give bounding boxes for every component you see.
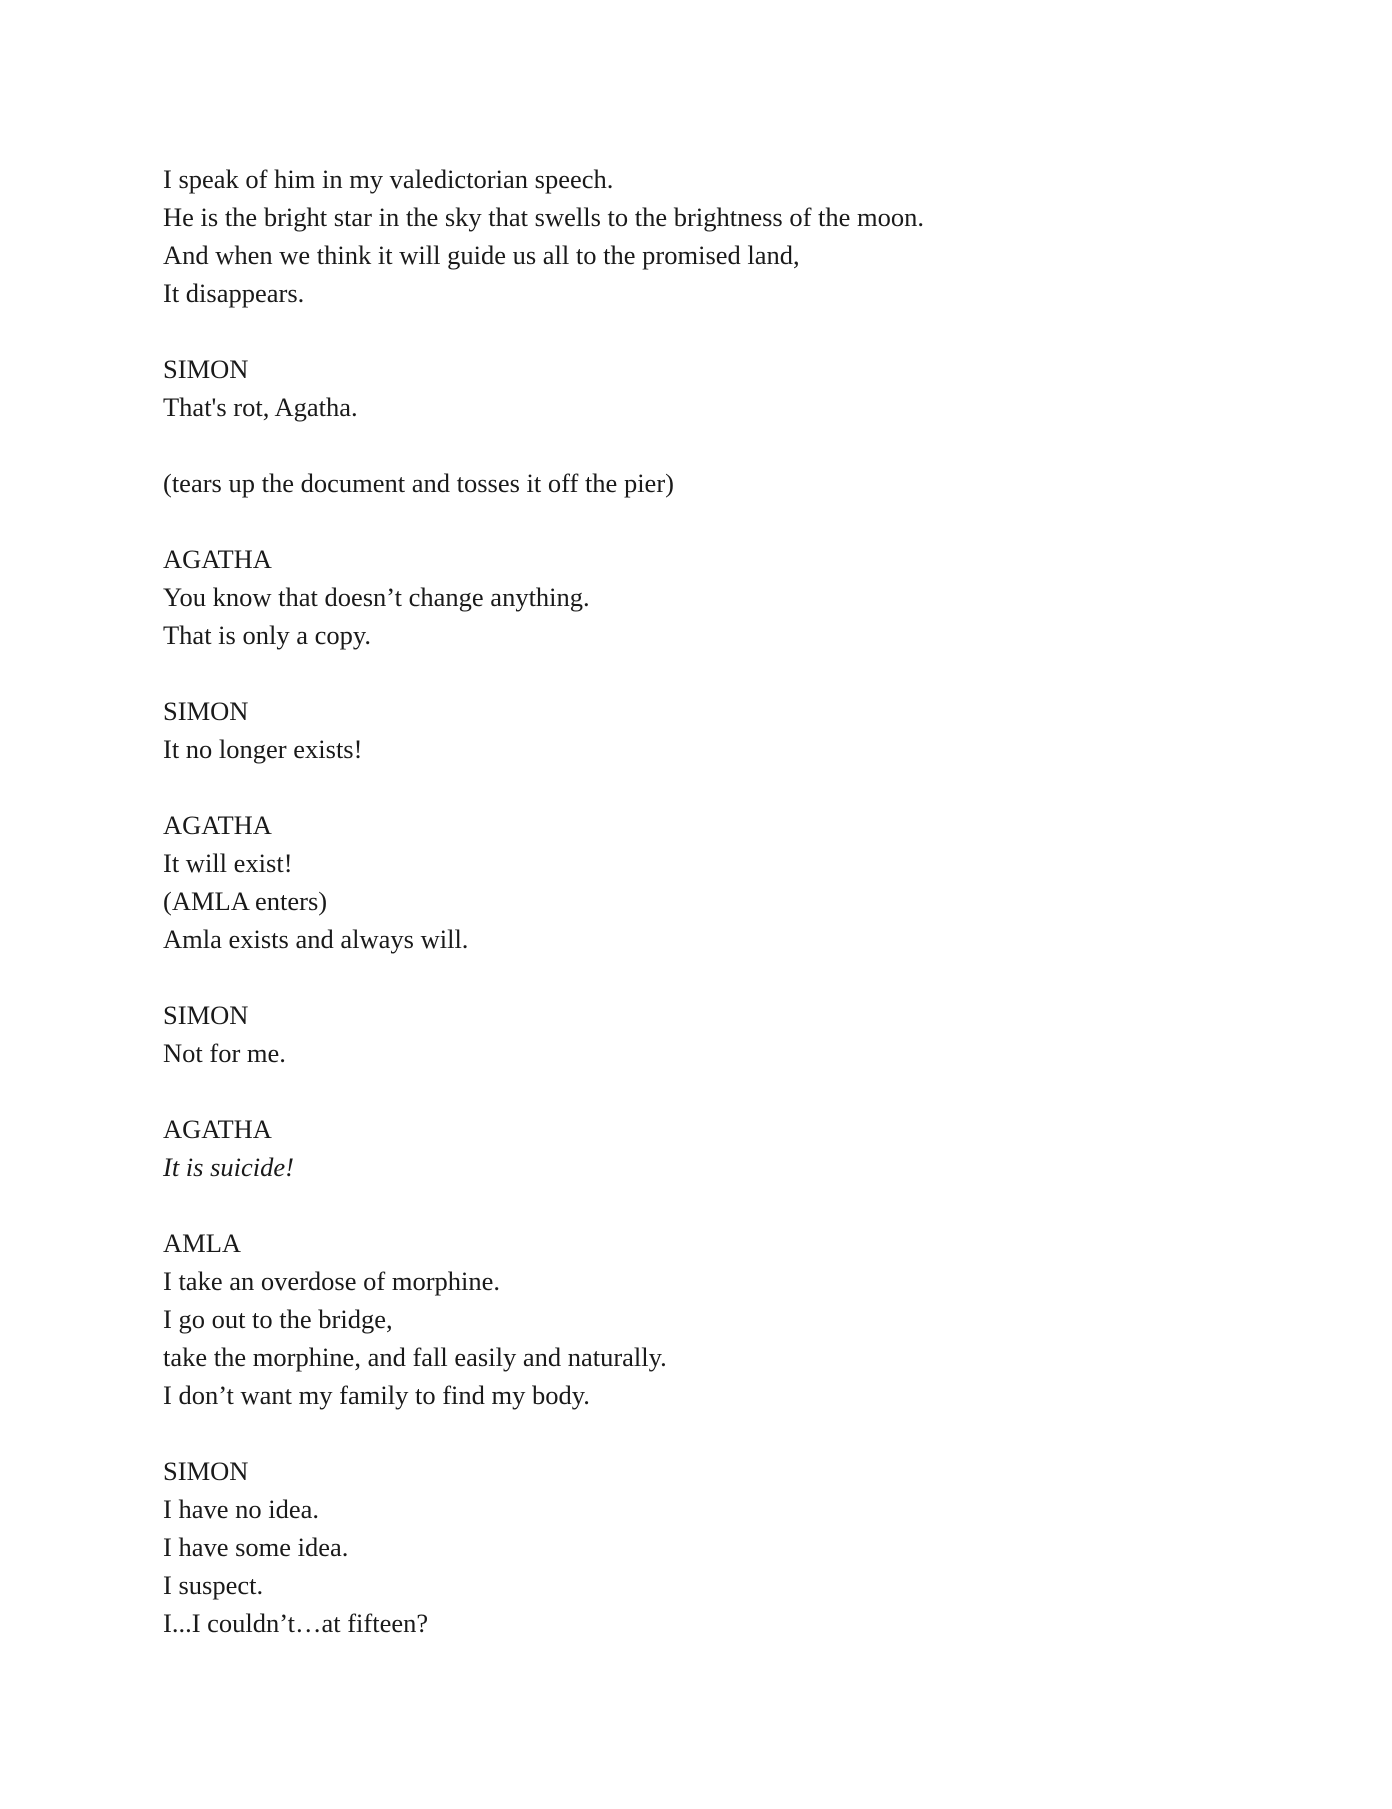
agatha-dialogue-block: [163, 1110, 1263, 1186]
dialogue-line: Not for me.: [163, 1038, 286, 1068]
dialogue-line: take the morphine, and fall easily and naturally.: [163, 1342, 667, 1372]
dialogue-line: That's rot, Agatha.: [163, 392, 358, 422]
dialogue-line: I don’t want my family to find my body.: [163, 1380, 590, 1410]
script-page: [163, 160, 1263, 1642]
dialogue-line: And when we think it will guide us all to the promised land,: [163, 240, 800, 270]
speaker-name: AGATHA: [163, 1114, 272, 1144]
stage-direction: (AMLA enters): [163, 886, 328, 916]
blank-line: [163, 958, 1263, 996]
dialogue-line: I have no idea.: [163, 1494, 319, 1524]
speaker-name: AGATHA: [163, 544, 272, 574]
blank-line: [163, 768, 1263, 806]
dialogue-line: Amla exists and always will.: [163, 924, 469, 954]
blank-line: [163, 654, 1263, 692]
dialogue-line: It no longer exists!: [163, 734, 363, 764]
simon-dialogue-block: [163, 996, 1263, 1072]
speaker-name: SIMON: [163, 696, 249, 726]
blank-line: [163, 502, 1263, 540]
speaker-name: SIMON: [163, 354, 249, 384]
dialogue-line: He is the bright star in the sky that swells to the brightness of the moon.: [163, 202, 925, 232]
dialogue-line-italic: It is suicide!: [163, 1152, 294, 1182]
dialogue-line: I go out to the bridge,: [163, 1304, 393, 1334]
opening-speech: [163, 160, 1263, 312]
simon-dialogue-block: [163, 350, 1263, 426]
blank-line: [163, 1186, 1263, 1224]
dialogue-line: I suspect.: [163, 1570, 264, 1600]
blank-line: [163, 312, 1263, 350]
dialogue-line: I...I couldn’t…at fifteen?: [163, 1608, 429, 1638]
speaker-name: AGATHA: [163, 810, 272, 840]
stage-direction: (tears up the document and tosses it off the pier): [163, 468, 674, 498]
dialogue-line: It disappears.: [163, 278, 305, 308]
speaker-name: SIMON: [163, 1000, 249, 1030]
speaker-name: AMLA: [163, 1228, 242, 1258]
speaker-name: SIMON: [163, 1456, 249, 1486]
agatha-dialogue-block: [163, 540, 1263, 654]
amla-dialogue-block: [163, 1224, 1263, 1414]
dialogue-line: I have some idea.: [163, 1532, 349, 1562]
dialogue-line: That is only a copy.: [163, 620, 372, 650]
dialogue-line: It will exist!: [163, 848, 293, 878]
dialogue-line: I speak of him in my valedictorian speech.: [163, 164, 614, 194]
blank-line: [163, 426, 1263, 464]
dialogue-line: You know that doesn’t change anything.: [163, 582, 590, 612]
simon-dialogue-block: [163, 692, 1263, 768]
simon-dialogue-block: [163, 1452, 1263, 1642]
blank-line: [163, 1414, 1263, 1452]
agatha-dialogue-block: [163, 806, 1263, 958]
dialogue-line: I take an overdose of morphine.: [163, 1266, 501, 1296]
blank-line: [163, 1072, 1263, 1110]
